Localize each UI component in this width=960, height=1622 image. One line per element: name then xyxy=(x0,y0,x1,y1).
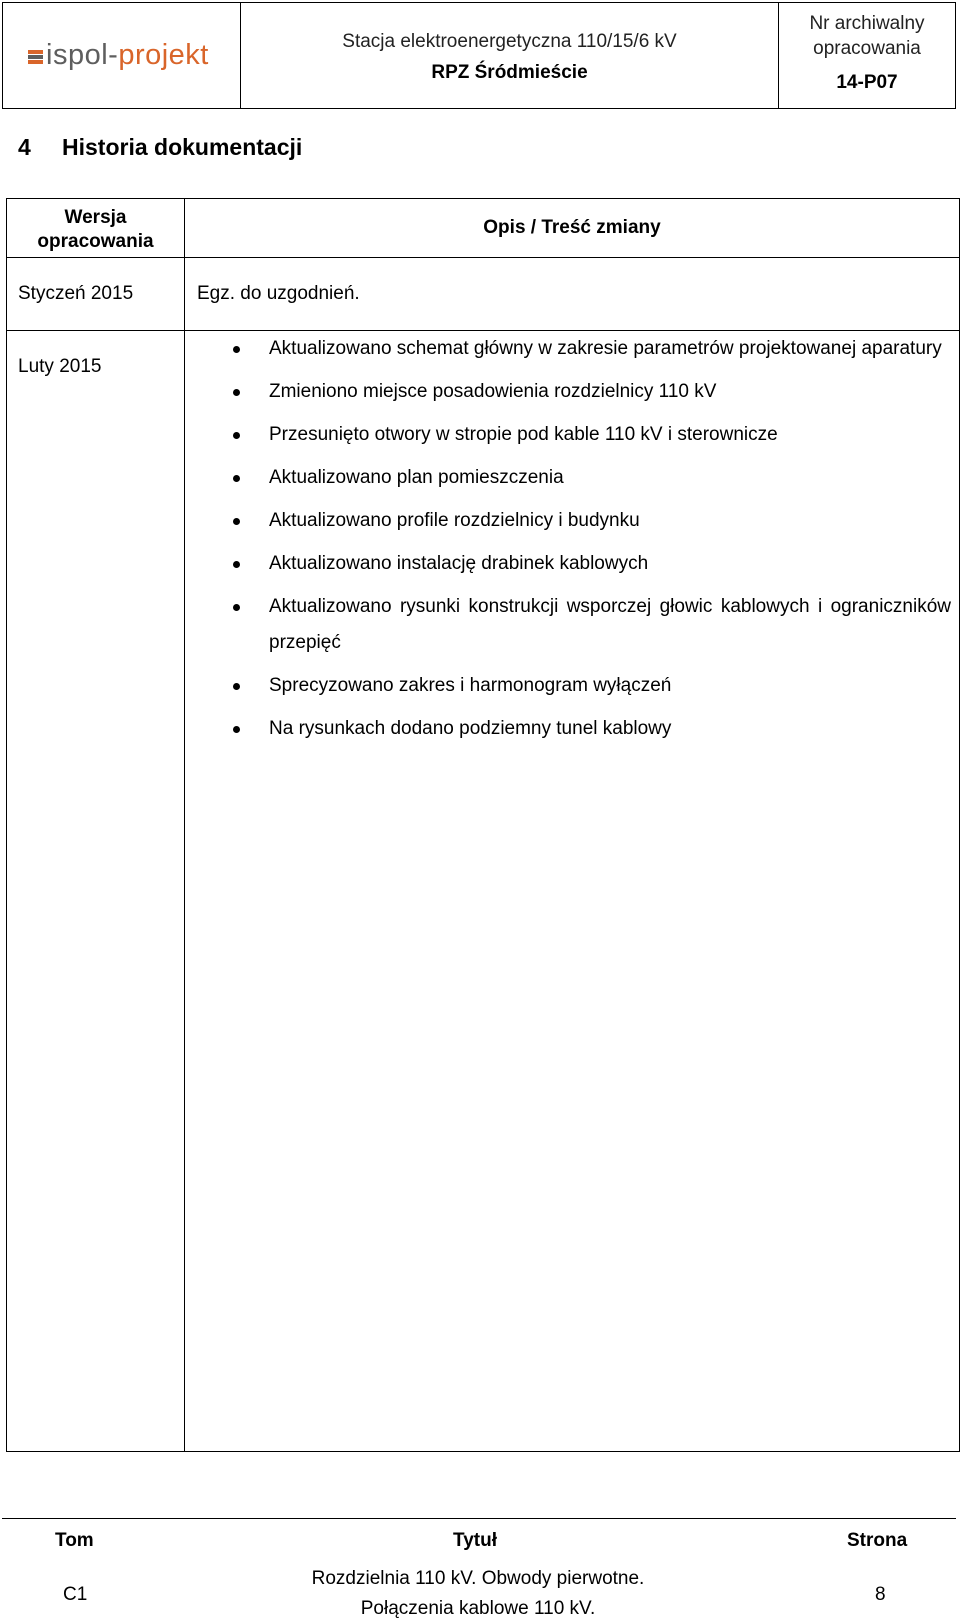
footer-title-line1: Rozdzielnia 110 kV. Obwody pierwotne. xyxy=(311,1568,645,1589)
version-header xyxy=(7,199,184,261)
change-item: Aktualizowano profile rozdzielnicy i budynku xyxy=(185,503,951,539)
row-2-change-list xyxy=(185,331,951,754)
archive-number: 14-P07 xyxy=(836,72,898,93)
archive-label-line2: opracowania xyxy=(813,38,921,59)
logo-text-part1: ispol- xyxy=(46,39,119,71)
footer-title-label: Tytuł xyxy=(453,1530,497,1551)
archive-cell xyxy=(779,3,955,108)
change-item: Aktualizowano rysunki konstrukcji wsporczej głowic kablowych i ograniczników przepięć xyxy=(185,589,951,661)
change-item: Aktualizowano plan pomieszczenia xyxy=(185,460,951,496)
row-2-date: Luty 2015 xyxy=(18,356,102,377)
document-header xyxy=(2,2,956,109)
version-header-line2: opracowania xyxy=(37,231,154,252)
row-1-date: Styczeń 2015 xyxy=(18,283,134,304)
station-code: RPZ Śródmieście xyxy=(431,62,588,83)
change-item: Na rysunkach dodano podziemny tunel kablowy xyxy=(185,711,951,747)
change-item: Sprecyzowano zakres i harmonogram wyłączeń xyxy=(185,668,951,704)
footer-divider xyxy=(2,1518,956,1519)
company-logo xyxy=(28,39,209,72)
footer-page-value: 8 xyxy=(875,1584,886,1605)
description-header: Opis / Treść zmiany xyxy=(483,217,661,238)
station-name: Stacja elektroenergetyczna 110/15/6 kV xyxy=(342,31,677,52)
history-table xyxy=(6,198,960,1452)
footer-title-line2: Połączenia kablowe 110 kV. xyxy=(360,1598,596,1619)
version-header-line1: Wersja xyxy=(64,207,127,228)
change-item: Aktualizowano instalację drabinek kablowych xyxy=(185,546,951,582)
logo-cell xyxy=(3,3,241,108)
footer-tom-value: C1 xyxy=(63,1584,88,1605)
change-item: Zmieniono miejsce posadowienia rozdzielnicy 110 kV xyxy=(185,374,951,410)
change-item: Przesunięto otwory w stropie pod kable 110 kV i sterownicze xyxy=(185,417,951,453)
change-item: Aktualizowano schemat główny w zakresie parametrów projektowanej aparatury xyxy=(185,331,951,367)
section-title: Historia dokumentacji xyxy=(62,134,303,160)
footer-page-label: Strona xyxy=(847,1530,908,1551)
footer-tom-label: Tom xyxy=(55,1530,94,1551)
logo-mark-icon xyxy=(28,50,43,64)
row-1-description: Egz. do uzgodnień. xyxy=(197,283,360,304)
archive-label-line1: Nr archiwalny xyxy=(809,13,925,34)
section-number: 4 xyxy=(18,134,31,160)
station-cell xyxy=(241,3,779,108)
section-heading xyxy=(18,134,302,161)
logo-text-part2: projekt xyxy=(118,39,209,71)
